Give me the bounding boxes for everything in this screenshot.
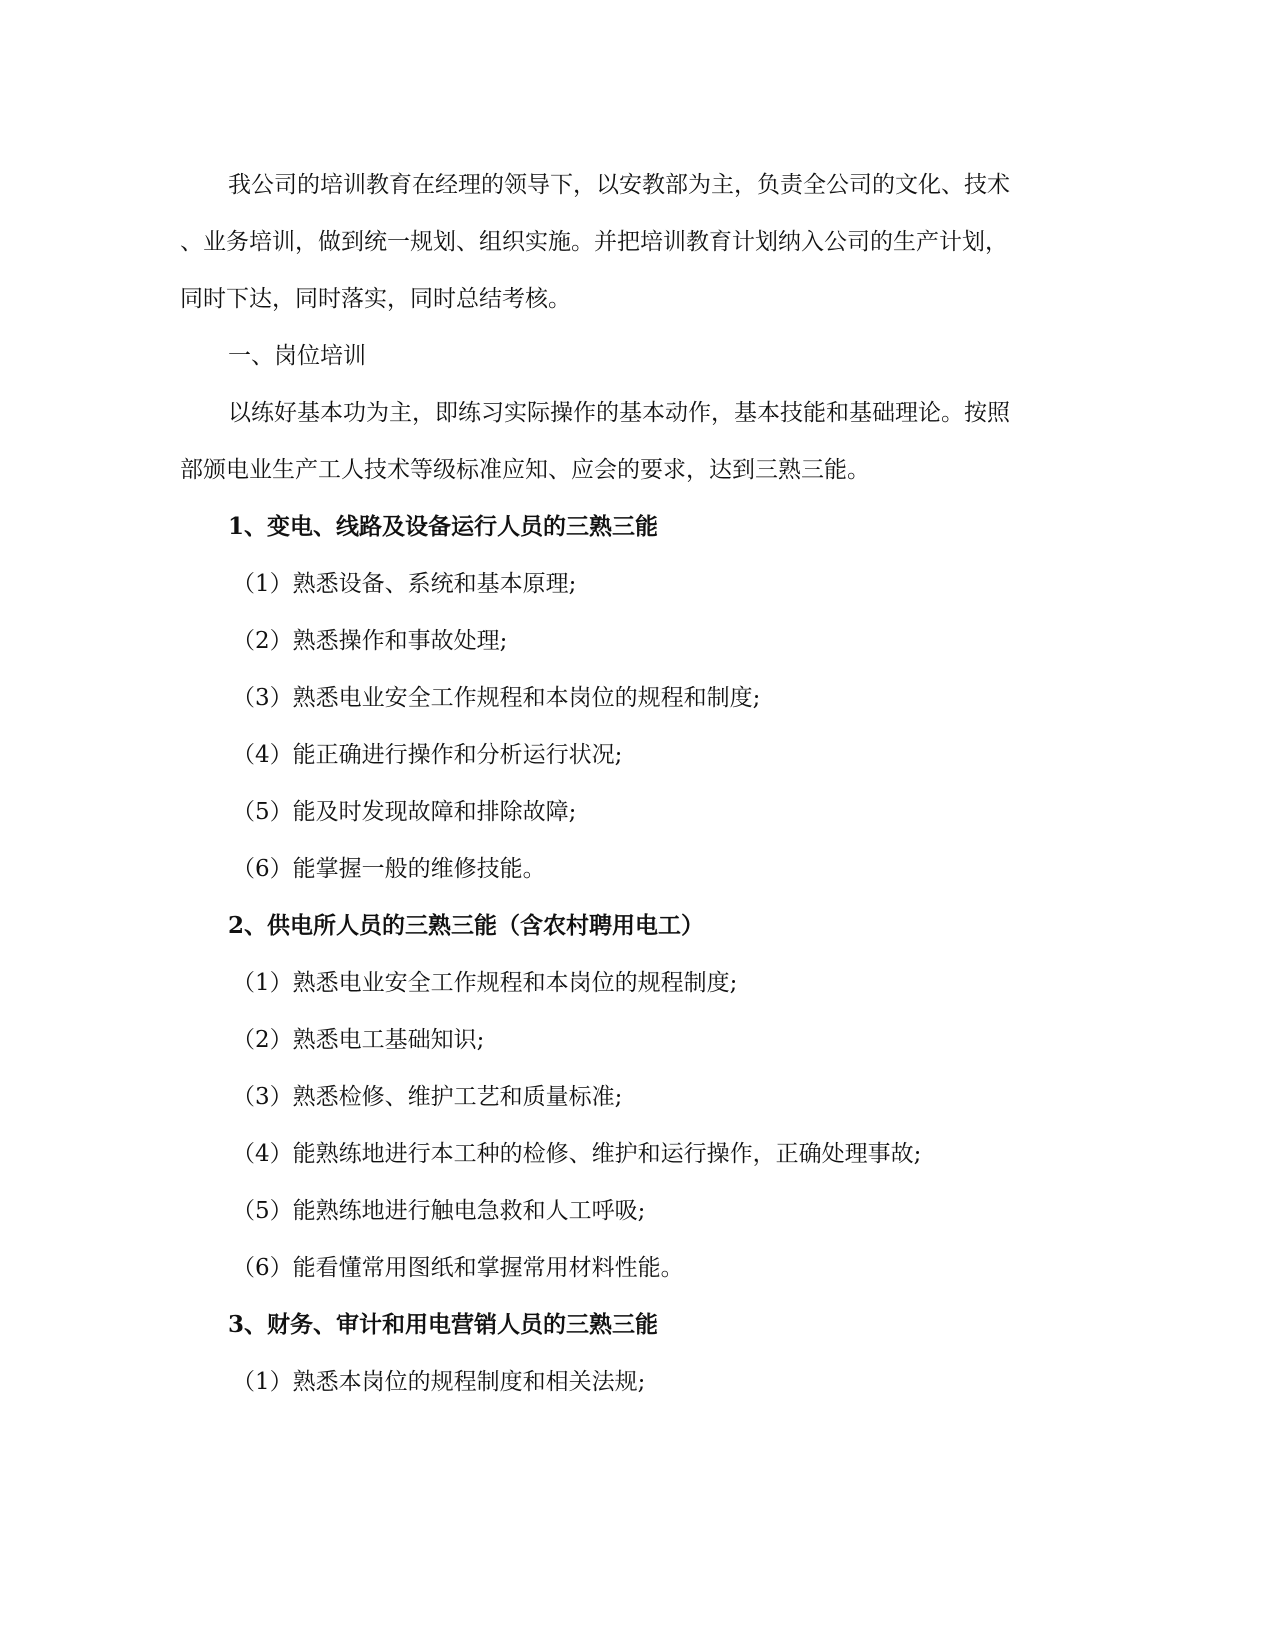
intro-line-3: 同时下达，同时落实，同时总结考核。 [180, 286, 571, 312]
list-item: （4）能熟练地进行本工种的检修、维护和运行操作，正确处理事故; [232, 1141, 922, 1167]
section-heading: 一、岗位培训 [228, 343, 366, 369]
group-title: 2、供电所人员的三熟三能（含农村聘用电工） [228, 912, 705, 939]
list-item: （2）熟悉电工基础知识; [232, 1027, 485, 1053]
list-item: （1）熟悉本岗位的规程制度和相关法规; [232, 1369, 646, 1395]
list-item: （4）能正确进行操作和分析运行状况; [232, 742, 623, 768]
list-item: （1）熟悉电业安全工作规程和本岗位的规程制度; [232, 970, 738, 996]
list-item: （6）能看懂常用图纸和掌握常用材料性能。 [232, 1255, 684, 1281]
list-item: （1）熟悉设备、系统和基本原理; [232, 571, 577, 597]
intro-line-1: 我公司的培训教育在经理的领导下，以安教部为主，负责全公司的文化、技术 [228, 172, 1010, 198]
section-paragraph-line-1: 以练好基本功为主，即练习实际操作的基本动作，基本技能和基础理论。按照 [228, 400, 1010, 426]
group-title: 3、财务、审计和用电营销人员的三熟三能 [228, 1311, 659, 1338]
list-item: （3）熟悉电业安全工作规程和本岗位的规程和制度; [232, 685, 761, 711]
list-item: （3）熟悉检修、维护工艺和质量标准; [232, 1084, 623, 1110]
list-item: （2）熟悉操作和事故处理; [232, 628, 508, 654]
group-title: 1、变电、线路及设备运行人员的三熟三能 [228, 513, 659, 540]
list-item: （5）能及时发现故障和排除故障; [232, 799, 577, 825]
list-item: （6）能掌握一般的维修技能。 [232, 856, 546, 882]
document-body [180, 163, 1040, 1417]
intro-line-2: 、业务培训，做到统一规划、组织实施。并把培训教育计划纳入公司的生产计划， [180, 229, 1008, 255]
list-item: （5）能熟练地进行触电急救和人工呼吸; [232, 1198, 646, 1224]
section-paragraph-line-2: 部颁电业生产工人技术等级标准应知、应会的要求，达到三熟三能。 [180, 457, 870, 483]
